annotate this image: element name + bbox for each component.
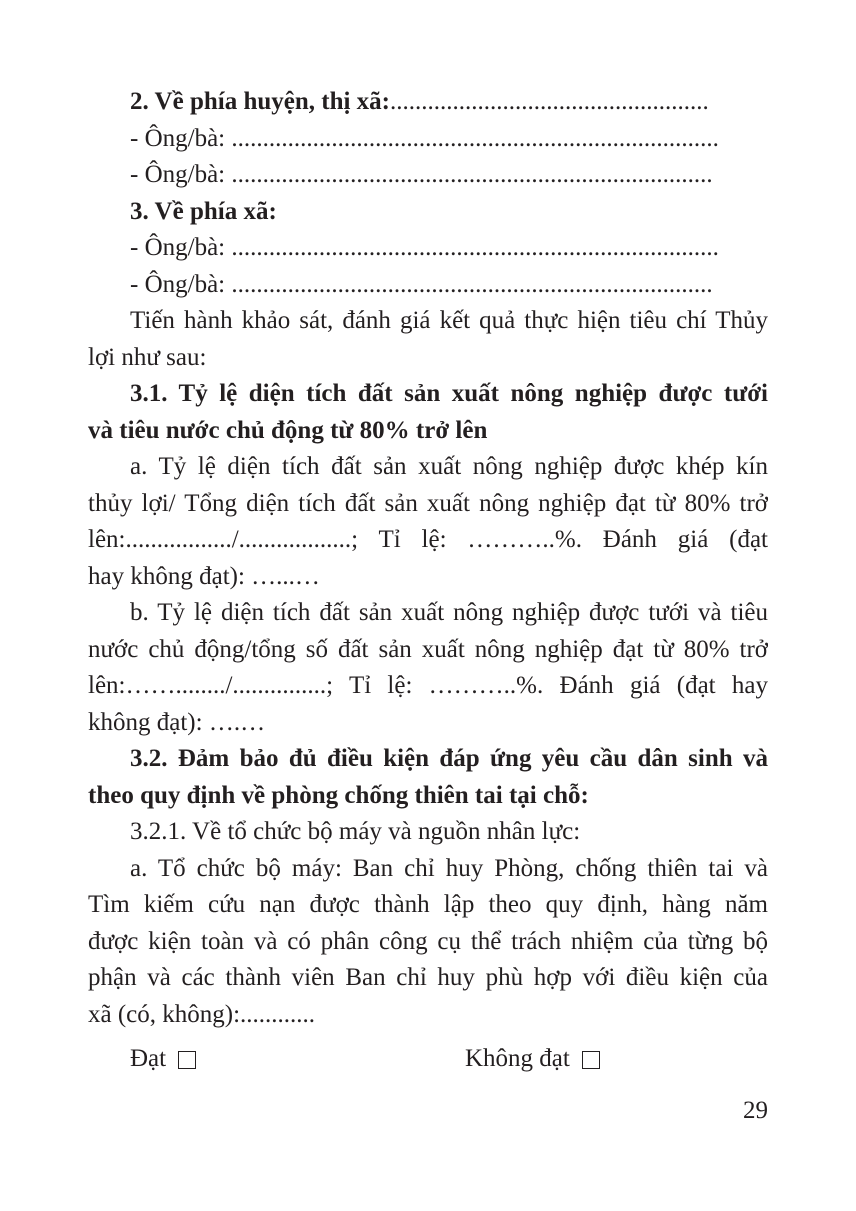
item-c-line-1: a. Tổ chức bộ máy: Ban chỉ huy Phòng, chống thiên tai và xyxy=(130,854,768,882)
pass-label: Đạt xyxy=(130,1045,167,1072)
item-c-line-5: xã (có, không):............ xyxy=(88,1000,316,1028)
item-a-line-3: lên:................./..................; Tỉ lệ: ………..%. Đánh giá (đạt xyxy=(88,526,768,553)
item-c-line-2: Tìm kiếm cứu nạn được thành lập theo quy định, hàng năm xyxy=(88,891,768,918)
heading-3-1-line-2: và tiêu nước chủ động từ 80% trở lên xyxy=(88,416,488,444)
survey-paragraph-line-2: lợi như sau: xyxy=(88,343,207,371)
assessment-checkboxes xyxy=(88,1039,768,1079)
document-page xyxy=(88,84,768,1079)
heading-3-2-line-1: 3.2. Đảm bảo đủ điều kiện đáp ứng yêu cầu dân sinh và xyxy=(130,745,768,772)
item-b-line-1: b. Tỷ lệ diện tích đất sản xuất nông nghiệp được tưới và tiêu xyxy=(130,599,768,626)
survey-paragraph-line-1: Tiến hành khảo sát, đánh giá kết quả thực hiện tiêu chí Thủy xyxy=(130,307,768,334)
fail-option[interactable] xyxy=(465,1045,600,1073)
fail-label: Không đạt xyxy=(465,1045,570,1072)
item-b-line-3: lên:……......../...............; Tỉ lệ: ………..%. Đánh giá (đạt hay xyxy=(88,672,768,699)
section-2-title: 2. Về phía huyện, thị xã: xyxy=(130,88,391,115)
fail-checkbox[interactable] xyxy=(582,1051,600,1069)
section-2-dots: ................................................... xyxy=(390,88,709,115)
pass-option[interactable] xyxy=(130,1045,196,1073)
heading-3-1-line-1: 3.1. Tỷ lệ diện tích đất sản xuất nông nghiệp được tưới xyxy=(130,380,768,407)
section-3-heading: 3. Về phía xã: xyxy=(130,197,277,225)
subsection-3-2-1: 3.2.1. Về tổ chức bộ máy và nguồn nhân lực: xyxy=(130,818,581,845)
item-c-line-4: phận và các thành viên Ban chỉ huy phù hợp với điều kiện của xyxy=(88,964,768,991)
item-a-line-4: hay không đạt): …...… xyxy=(88,562,320,590)
item-a-line-1: a. Tỷ lệ diện tích đất sản xuất nông nghiệp được khép kín xyxy=(130,453,768,480)
item-c-line-3: được kiện toàn và có phân công cụ thể trách nhiệm của từng bộ xyxy=(88,927,768,955)
section-2-heading xyxy=(88,84,768,121)
commune-person-2: - Ông/bà: ............................................................................. xyxy=(130,270,713,298)
item-b-line-4: không đạt): ….… xyxy=(88,708,266,736)
commune-person-1: - Ông/bà: .............................................................................. xyxy=(130,234,719,261)
item-a-line-2: thủy lợi/ Tổng diện tích đất sản xuất nông nghiệp đạt từ 80% trở xyxy=(88,489,768,517)
pass-checkbox[interactable] xyxy=(178,1051,196,1069)
page-number: 29 xyxy=(743,1097,768,1124)
district-person-1: - Ông/bà: .............................................................................. xyxy=(130,124,719,152)
item-b-line-2: nước chủ động/tổng số đất sản xuất nông nghiệp đạt từ 80% trở xyxy=(88,635,768,663)
heading-3-2-line-2: theo quy định về phòng chống thiên tai tại chỗ: xyxy=(88,781,589,809)
district-person-2: - Ông/bà: ............................................................................. xyxy=(130,161,713,188)
